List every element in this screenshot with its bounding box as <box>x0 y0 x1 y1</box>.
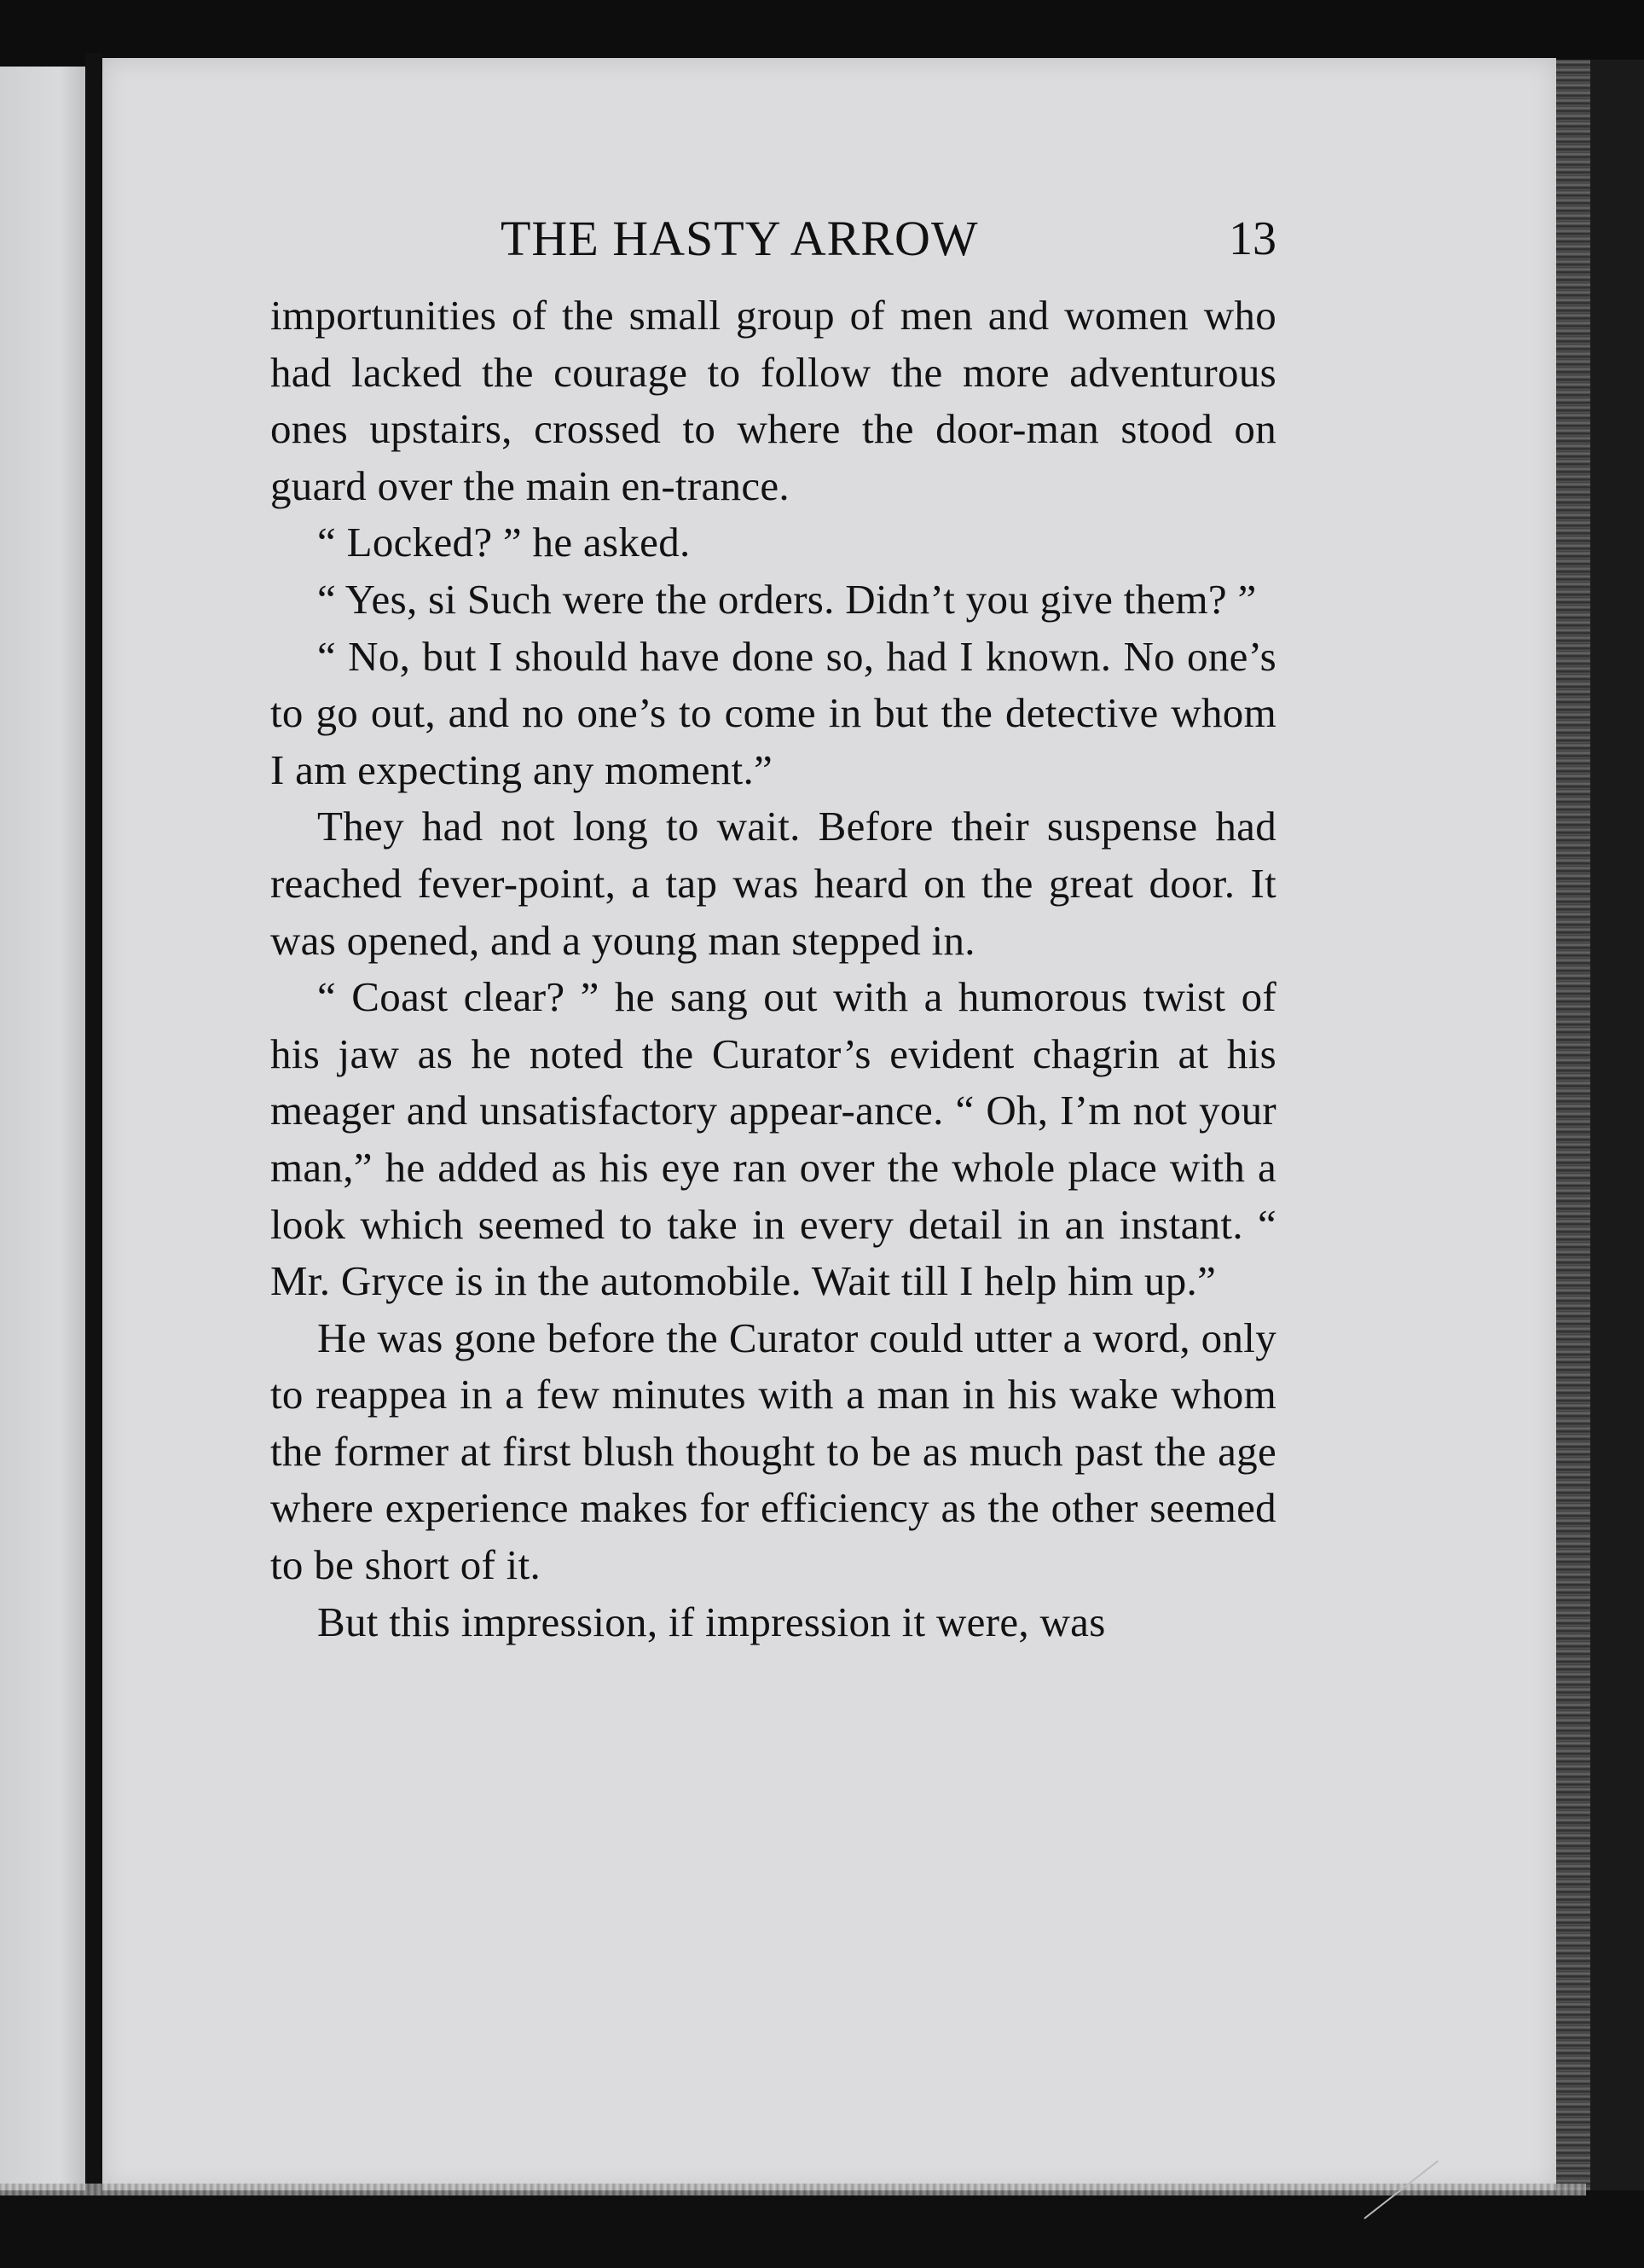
bottom-page-edge <box>0 2184 1586 2195</box>
running-head <box>270 210 1276 278</box>
page-number: 13 <box>1229 212 1276 265</box>
paragraph: “ Locked? ” he asked. <box>317 519 691 566</box>
left-page-edge <box>0 67 85 2190</box>
body-text <box>270 287 1276 1650</box>
paragraph: He was gone before the Curator could utter a word, only to reappea in a few minutes with a man in his wake whom the former at first blush thought to be as much past the age where experience makes for efficiency as the other seemed to be short of it. <box>270 1314 1276 1589</box>
book-gutter <box>85 53 102 2202</box>
paragraph: “ Yes, si Such were the orders. Didn’t you give them? ” <box>317 575 1257 623</box>
paragraph: They had not long to wait. Before their suspense had reached fever-point, a tap was heard on the great door. It was opened, and a young man stepped in. <box>270 803 1276 964</box>
paragraph: But this impression, if impression it were, was <box>317 1598 1106 1645</box>
book-cover-edge <box>1590 60 1644 2209</box>
page-stack-edge <box>1556 60 1590 2192</box>
scan-bottom-border <box>0 2190 1644 2268</box>
paragraph: importunities of the small group of men and women who had lacked the courage to follow the more adventurous ones upstairs, crossed to where the door-man stood on guard over the main en-trance. <box>270 292 1276 509</box>
running-title: THE HASTY ARROW <box>501 211 979 266</box>
paragraph: “ Coast clear? ” he sang out with a humorous twist of his jaw as he noted the Curator’s evident chagrin at his meager and unsatisfactory appear-ance. “ Oh, I’m not your man,” he added as his eye ran over the whole place with a look which seemed to take in every detail in an instant. “ Mr. Gryce is in the automobile. Wait till I help him up.” <box>270 973 1276 1305</box>
paragraph: “ No, but I should have done so, had I known. No one’s to go out, and no one’s to come in but the detective whom I am expecting any moment.” <box>270 632 1276 793</box>
